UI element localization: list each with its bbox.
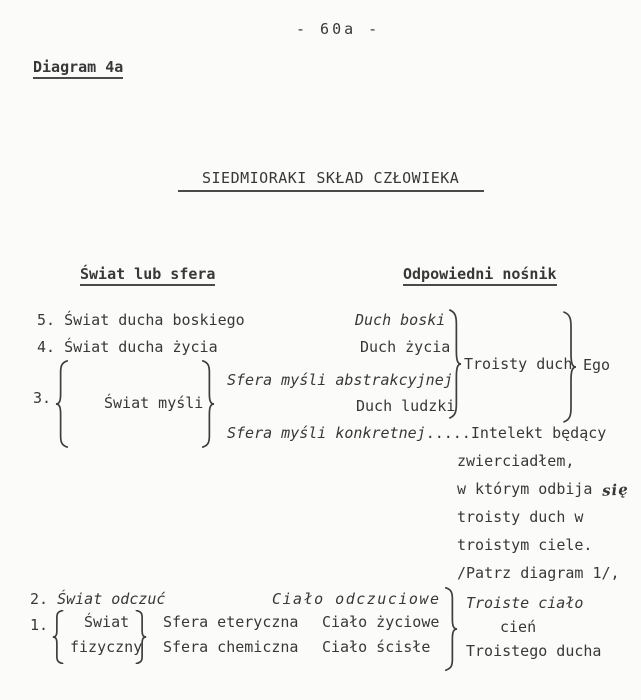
intellect-note-line1: Intelekt będący [470, 424, 607, 442]
row-1-vehicle-vital: Ciało życiowe [322, 613, 440, 631]
intellect-note-line4: troisty duch w [457, 508, 584, 526]
spirit-group-label: Troisty duch [464, 355, 573, 373]
brace-open-row3 [55, 360, 70, 448]
row-1-sphere-chem: Sfera chemiczna [163, 638, 299, 656]
intellect-note-line2: zwierciadłem, [457, 452, 575, 470]
column-header-world: Świat lub sfera [80, 265, 215, 286]
brace-close-spirit-group [447, 309, 462, 419]
row-3-vehicle-human: Duch ludzki [356, 397, 456, 415]
row-4-number: 4. [37, 338, 56, 356]
row-1-number: 1. [30, 616, 49, 634]
row-2-number: 2. [30, 590, 49, 608]
brace-close-row3 [200, 360, 215, 448]
intellect-note-line3: w którym odbija się [457, 480, 629, 500]
row-1-world-line1: Świat [84, 613, 130, 631]
row-4-world: 4. Świat ducha życia [37, 338, 218, 356]
brace-close-row1 [134, 610, 147, 664]
body-group-line1: Troiste ciało [466, 594, 584, 612]
row-2-world: 2. Świat odczuć [30, 590, 166, 608]
row-3-world: Świat myśli [104, 394, 204, 412]
intellect-note-line5: troistym ciele. [457, 536, 593, 554]
dotted-leader: ..... [425, 424, 471, 442]
row-1-world-line2: fizyczny [70, 638, 143, 656]
row-1-sphere-ether: Sfera eteryczna [163, 613, 299, 631]
body-group-line2: cień [500, 618, 537, 636]
title-underline [178, 190, 484, 192]
row-3-sphere-concrete: Sfera myśli konkretnej [227, 424, 426, 442]
row-3-number: 3. [33, 389, 52, 407]
page-number: - 60a - [296, 20, 381, 38]
row-5-vehicle: Duch boski [355, 311, 446, 329]
brace-close-ego [561, 311, 577, 423]
intellect-note-line6: /Patrz diagram 1/, [457, 564, 620, 582]
column-header-vehicle: Odpowiedni nośnik [403, 265, 557, 286]
row-1-vehicle-dense: Ciało ścisłe [322, 638, 431, 656]
body-group-line3: Troistego ducha [466, 642, 602, 660]
row-5-world: 5. Świat ducha boskiego [37, 311, 245, 329]
row-3-sphere-concrete-line [227, 424, 606, 442]
row-3-sphere-abstract: Sfera myśli abstrakcyjnej [227, 371, 453, 389]
row-5-number: 5. [37, 311, 56, 329]
ego-label: Ego [583, 356, 611, 374]
page-title: SIEDMIORAKI SKŁAD CZŁOWIEKA [202, 169, 460, 187]
row-2-vehicle: Ciało odczuciowe [272, 590, 441, 608]
diagram-label: Diagram 4a [33, 58, 123, 79]
handwritten-sie: się [601, 480, 629, 500]
row-4-vehicle: Duch życia [360, 338, 451, 356]
brace-open-row1 [52, 610, 65, 664]
brace-close-body-group [443, 587, 458, 671]
